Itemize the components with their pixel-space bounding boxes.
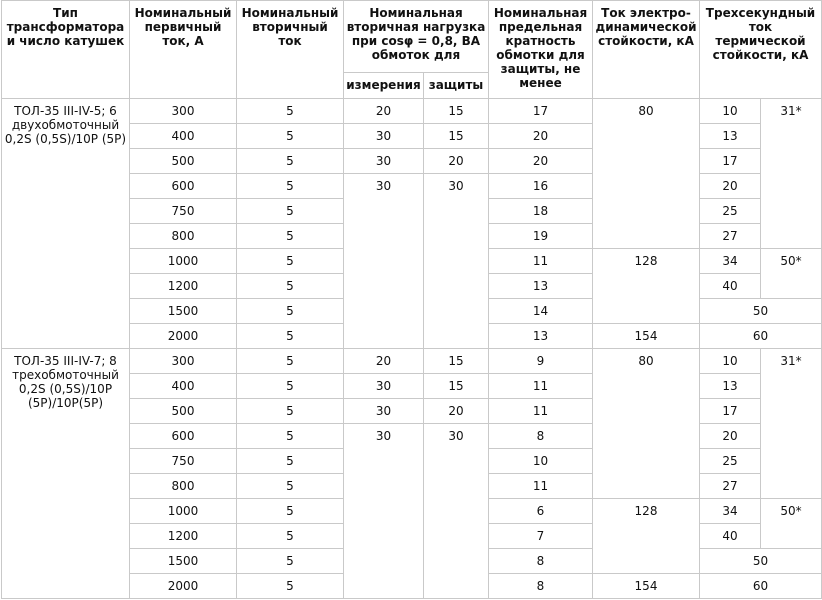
thermal-current-cell: 17 [700,399,761,424]
header-thermal-current: Трехсекундный ток термической стойкости, кА [700,1,822,99]
header-type: Тип трансформатора и число катушек [2,1,130,99]
primary-current-cell: 600 [130,424,237,449]
secondary-current-cell: 5 [237,249,344,274]
primary-current-cell: 400 [130,374,237,399]
limit-multiplicity-cell: 8 [489,424,593,449]
primary-current-cell: 1500 [130,549,237,574]
load-protection-cell: 20 [424,149,489,174]
header-limit-multiplicity: Номинальная предельная кратность обмотки для защиты, не менее [489,1,593,99]
header-dynamic-current: Ток электро-динамической стойкости, кА [593,1,700,99]
thermal-current-cell: 27 [700,474,761,499]
limit-multiplicity-cell: 13 [489,324,593,349]
thermal-current-cell: 50 [700,299,822,324]
header-primary-current: Номинальный первичный ток, А [130,1,237,99]
limit-multiplicity-cell: 11 [489,249,593,274]
secondary-current-cell: 5 [237,549,344,574]
primary-current-cell: 750 [130,199,237,224]
load-protection-cell: 15 [424,374,489,399]
primary-current-cell: 1000 [130,499,237,524]
header-secondary-load: Номинальная вторичная нагрузка при cosφ = 0,8, ВА обмоток для [344,1,489,73]
load-measurement-cell: 30 [344,174,424,349]
load-measurement-cell: 30 [344,424,424,599]
secondary-current-cell: 5 [237,524,344,549]
primary-current-cell: 1500 [130,299,237,324]
load-protection-cell: 15 [424,124,489,149]
limit-multiplicity-cell: 10 [489,449,593,474]
thermal-current-cell: 13 [700,124,761,149]
limit-multiplicity-cell: 20 [489,124,593,149]
thermal-current-cell: 10 [700,349,761,374]
primary-current-cell: 800 [130,474,237,499]
load-measurement-cell: 30 [344,374,424,399]
dynamic-current-cell: 154 [593,574,700,599]
table-header [2,1,822,99]
secondary-current-cell: 5 [237,374,344,399]
limit-multiplicity-cell: 19 [489,224,593,249]
limit-multiplicity-cell: 14 [489,299,593,324]
thermal-current-cell: 40 [700,274,761,299]
load-protection-cell: 15 [424,99,489,124]
limit-multiplicity-cell: 13 [489,274,593,299]
limit-multiplicity-cell: 11 [489,474,593,499]
dynamic-current-cell: 128 [593,499,700,574]
thermal-current-cell: 40 [700,524,761,549]
limit-multiplicity-cell: 11 [489,374,593,399]
load-measurement-cell: 20 [344,99,424,124]
secondary-current-cell: 5 [237,124,344,149]
primary-current-cell: 400 [130,124,237,149]
secondary-current-cell: 5 [237,499,344,524]
limit-multiplicity-cell: 11 [489,399,593,424]
thermal-current-peak-cell: 31* [761,349,822,499]
load-measurement-cell: 30 [344,124,424,149]
type-cell: ТОЛ-35 III-IV-5; 6 двухобмоточный 0,2S (0,5S)/10P (5P) [2,99,130,349]
primary-current-cell: 2000 [130,574,237,599]
secondary-current-cell: 5 [237,199,344,224]
limit-multiplicity-cell: 6 [489,499,593,524]
dynamic-current-cell: 128 [593,249,700,324]
secondary-current-cell: 5 [237,574,344,599]
thermal-current-cell: 20 [700,424,761,449]
primary-current-cell: 500 [130,149,237,174]
secondary-current-cell: 5 [237,474,344,499]
thermal-current-cell: 17 [700,149,761,174]
limit-multiplicity-cell: 18 [489,199,593,224]
secondary-current-cell: 5 [237,224,344,249]
primary-current-cell: 600 [130,174,237,199]
secondary-current-cell: 5 [237,349,344,374]
thermal-current-peak-cell: 50* [761,249,822,299]
secondary-current-cell: 5 [237,299,344,324]
limit-multiplicity-cell: 16 [489,174,593,199]
primary-current-cell: 750 [130,449,237,474]
thermal-current-cell: 13 [700,374,761,399]
secondary-current-cell: 5 [237,99,344,124]
load-protection-cell: 30 [424,424,489,599]
secondary-current-cell: 5 [237,424,344,449]
thermal-current-cell: 25 [700,199,761,224]
dynamic-current-cell: 80 [593,349,700,499]
load-measurement-cell: 30 [344,149,424,174]
primary-current-cell: 300 [130,99,237,124]
limit-multiplicity-cell: 8 [489,549,593,574]
limit-multiplicity-cell: 9 [489,349,593,374]
limit-multiplicity-cell: 17 [489,99,593,124]
primary-current-cell: 1200 [130,274,237,299]
thermal-current-cell: 25 [700,449,761,474]
thermal-current-peak-cell: 50* [761,499,822,549]
primary-current-cell: 1000 [130,249,237,274]
limit-multiplicity-cell: 7 [489,524,593,549]
limit-multiplicity-cell: 20 [489,149,593,174]
primary-current-cell: 1200 [130,524,237,549]
thermal-current-cell: 50 [700,549,822,574]
secondary-current-cell: 5 [237,449,344,474]
secondary-current-cell: 5 [237,274,344,299]
thermal-current-cell: 10 [700,99,761,124]
dynamic-current-cell: 80 [593,99,700,249]
table-body [2,99,822,599]
thermal-current-cell: 34 [700,499,761,524]
header-secondary-current: Номинальный вторичный ток [237,1,344,99]
thermal-current-cell: 60 [700,574,822,599]
load-protection-cell: 20 [424,399,489,424]
type-cell: ТОЛ-35 III-IV-7; 8 трехобмоточный 0,2S (0,5S)/10P (5P)/10P(5P) [2,349,130,599]
thermal-current-peak-cell: 31* [761,99,822,249]
load-measurement-cell: 30 [344,399,424,424]
header-load-measurement: измерения [344,73,424,99]
thermal-current-cell: 60 [700,324,822,349]
limit-multiplicity-cell: 8 [489,574,593,599]
specs-table [1,0,822,599]
primary-current-cell: 300 [130,349,237,374]
secondary-current-cell: 5 [237,399,344,424]
table-row [2,349,822,374]
primary-current-cell: 800 [130,224,237,249]
table-row [2,99,822,124]
load-measurement-cell: 20 [344,349,424,374]
thermal-current-cell: 20 [700,174,761,199]
primary-current-cell: 500 [130,399,237,424]
thermal-current-cell: 27 [700,224,761,249]
header-load-protection: защиты [424,73,489,99]
thermal-current-cell: 34 [700,249,761,274]
dynamic-current-cell: 154 [593,324,700,349]
secondary-current-cell: 5 [237,174,344,199]
secondary-current-cell: 5 [237,149,344,174]
secondary-current-cell: 5 [237,324,344,349]
load-protection-cell: 30 [424,174,489,349]
primary-current-cell: 2000 [130,324,237,349]
load-protection-cell: 15 [424,349,489,374]
